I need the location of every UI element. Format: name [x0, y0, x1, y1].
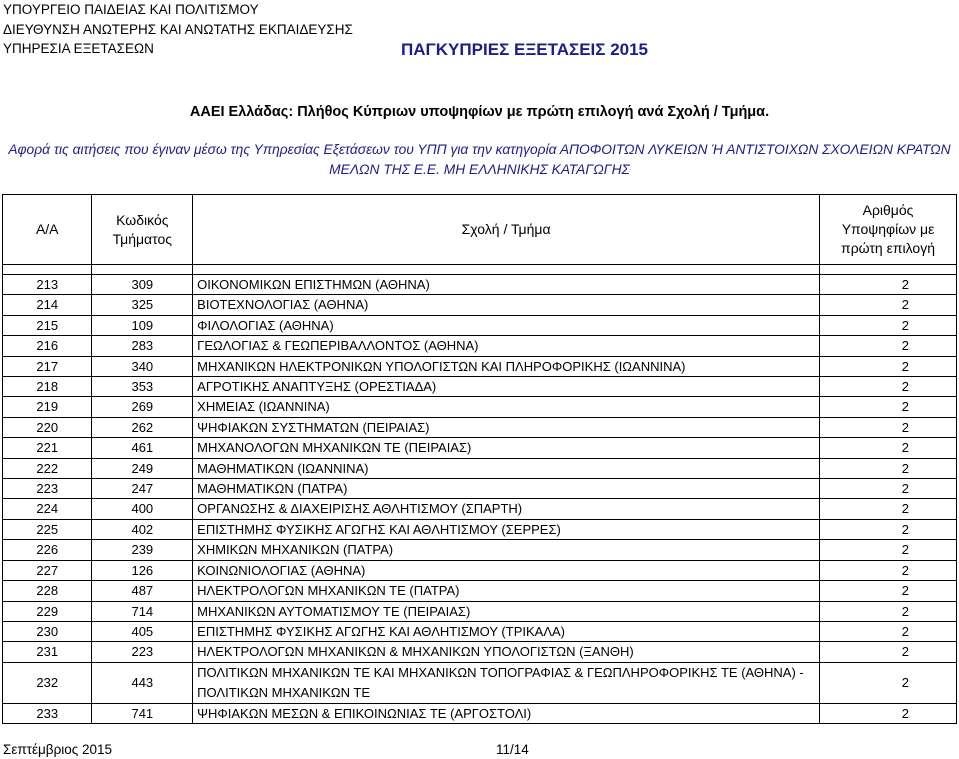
cell-school: ΓΕΩΛΟΓΙΑΣ & ΓΕΩΠΕΡΙΒΑΛΛΟΝΤΟΣ (ΑΘΗΝΑ) [193, 336, 820, 356]
header-line-service: ΥΠΗΡΕΣΙΑ ΕΞΕΤΑΣΕΩΝ [3, 41, 154, 56]
ministry-header [3, 0, 353, 59]
cell-count: 2 [820, 438, 957, 458]
cell-code: 262 [92, 417, 193, 437]
cell-aa: 216 [3, 336, 92, 356]
cell-code: 109 [92, 315, 193, 335]
cell-count: 2 [820, 336, 957, 356]
cell-school: ΟΙΚΟΝΟΜΙΚΩΝ ΕΠΙΣΤΗΜΩΝ (ΑΘΗΝΑ) [193, 275, 820, 295]
cell-code: 353 [92, 377, 193, 397]
table-row [3, 662, 957, 703]
cell-aa: 218 [3, 377, 92, 397]
cell-aa: 223 [3, 479, 92, 499]
cell-count: 2 [820, 642, 957, 662]
cell-code: 741 [92, 703, 193, 723]
cell-school: ΜΑΘΗΜΑΤΙΚΩΝ (ΠΑΤΡΑ) [193, 479, 820, 499]
table-body [3, 275, 957, 724]
cell-aa: 222 [3, 458, 92, 478]
cell-code: 461 [92, 438, 193, 458]
header-line-directorate: ΔΙΕΥΘΥΝΣΗ ΑΝΩΤΕΡΗΣ ΚΑΙ ΑΝΩΤΑΤΗΣ ΕΚΠΑΙΔΕΥΣΗΣ [3, 21, 353, 37]
cell-count: 2 [820, 356, 957, 376]
spacer-cell [820, 265, 957, 275]
cell-aa: 230 [3, 621, 92, 641]
header-school: Σχολή / Τμήμα [193, 195, 820, 265]
cell-code: 714 [92, 601, 193, 621]
cell-count: 2 [820, 479, 957, 499]
cell-count: 2 [820, 601, 957, 621]
cell-school: ΜΗΧΑΝΙΚΩΝ ΗΛΕΚΤΡΟΝΙΚΩΝ ΥΠΟΛΟΓΙΣΤΩΝ ΚΑΙ ΠΛΗΡΟΦΟΡΙΚΗΣ (ΙΩΑΝΝΙΝΑ) [193, 356, 820, 376]
table-row [3, 295, 957, 315]
cell-aa: 226 [3, 540, 92, 560]
table-row [3, 275, 957, 295]
cell-school: ΧΗΜΕΙΑΣ (ΙΩΑΝΝΙΝΑ) [193, 397, 820, 417]
cell-school: ΕΠΙΣΤΗΜΗΣ ΦΥΣΙΚΗΣ ΑΓΩΓΗΣ ΚΑΙ ΑΘΛΗΤΙΣΜΟΥ (ΣΕΡΡΕΣ) [193, 519, 820, 539]
cell-count: 2 [820, 377, 957, 397]
cell-school: ΟΡΓΑΝΩΣΗΣ & ΔΙΑΧΕΙΡΙΣΗΣ ΑΘΛΗΤΙΣΜΟΥ (ΣΠΑΡΤΗ) [193, 499, 820, 519]
page-subtitle [0, 140, 959, 179]
cell-code: 443 [92, 662, 193, 703]
cell-count: 2 [820, 397, 957, 417]
cell-code: 239 [92, 540, 193, 560]
table-row [3, 560, 957, 580]
table-row [3, 479, 957, 499]
cell-school: ΜΗΧΑΝΟΛΟΓΩΝ ΜΗΧΑΝΙΚΩΝ ΤΕ (ΠΕΙΡΑΙΑΣ) [193, 438, 820, 458]
cell-aa: 224 [3, 499, 92, 519]
cell-count: 2 [820, 621, 957, 641]
header-code-line-1: Κωδικός [116, 211, 169, 228]
cell-school: ΑΓΡΟΤΙΚΗΣ ΑΝΑΠΤΥΞΗΣ (ΟΡΕΣΤΙΑΔΑ) [193, 377, 820, 397]
cell-code: 487 [92, 581, 193, 601]
cell-school: ΧΗΜΙΚΩΝ ΜΗΧΑΝΙΚΩΝ (ΠΑΤΡΑ) [193, 540, 820, 560]
footer-page-number: 11/14 [496, 742, 529, 757]
cell-count: 2 [820, 540, 957, 560]
table-row [3, 642, 957, 662]
table-row [3, 703, 957, 723]
table-row [3, 519, 957, 539]
header-line-ministry: ΥΠΟΥΡΓΕΙΟ ΠΑΙΔΕΙΑΣ ΚΑΙ ΠΟΛΙΤΙΣΜΟΥ [3, 2, 259, 17]
subtitle-line-1: Αφορά τις αιτήσεις που έγιναν μέσω της Υπηρεσίας Εξετάσεων του ΥΠΠ για την κατηγορία ΑΠΟΦΟΙΤΩΝ ΛΥΚΕΙΩΝ Ή ΑΝΤΙΣΤΟΙΧΩΝ ΣΧΟΛΕΙΩΝ ΚΡΑΤΩΝ [8, 142, 951, 157]
table-row [3, 499, 957, 519]
cell-school: ΠΟΛΙΤΙΚΩΝ ΜΗΧΑΝΙΚΩΝ ΤΕ ΚΑΙ ΜΗΧΑΝΙΚΩΝ ΤΟΠΟΓΡΑΦΙΑΣ & ΓΕΩΠΛΗΡΟΦΟΡΙΚΗΣ ΤΕ (ΑΘΗΝΑ) - ΠΟΛΙΤΙΚΩΝ ΜΗΧΑΝΙΚΩΝ ΤΕ [193, 662, 820, 703]
cell-school: ΚΟΙΝΩΝΙΟΛΟΓΙΑΣ (ΑΘΗΝΑ) [193, 560, 820, 580]
cell-school: ΨΗΦΙΑΚΩΝ ΜΕΣΩΝ & ΕΠΙΚΟΙΝΩΝΙΑΣ ΤΕ (ΑΡΓΟΣΤΟΛΙ) [193, 703, 820, 723]
header-code [92, 195, 193, 265]
cell-school: ΕΠΙΣΤΗΜΗΣ ΦΥΣΙΚΗΣ ΑΓΩΓΗΣ ΚΑΙ ΑΘΛΗΤΙΣΜΟΥ (ΤΡΙΚΑΛΑ) [193, 621, 820, 641]
spacer-cell [3, 265, 92, 275]
header-aa: Α/Α [3, 195, 92, 265]
table-row [3, 356, 957, 376]
header-spacer [3, 265, 957, 275]
table-row [3, 315, 957, 335]
cell-code: 126 [92, 560, 193, 580]
cell-code: 402 [92, 519, 193, 539]
table-row [3, 438, 957, 458]
cell-count: 2 [820, 315, 957, 335]
cell-aa: 227 [3, 560, 92, 580]
header-count-line-2: Υποψηφίων με [841, 221, 935, 237]
cell-count: 2 [820, 275, 957, 295]
cell-code: 283 [92, 336, 193, 356]
cell-count: 2 [820, 519, 957, 539]
cell-school: ΜΗΧΑΝΙΚΩΝ ΑΥΤΟΜΑΤΙΣΜΟΥ ΤΕ (ΠΕΙΡΑΙΑΣ) [193, 601, 820, 621]
cell-code: 249 [92, 458, 193, 478]
cell-code: 340 [92, 356, 193, 376]
header-code-line-2: Τμήματος [112, 230, 173, 247]
cell-code: 223 [92, 642, 193, 662]
footer-date: Σεπτέμβριος 2015 [3, 742, 113, 757]
cell-aa: 225 [3, 519, 92, 539]
cell-aa: 233 [3, 703, 92, 723]
exam-title: ΠΑΓΚΥΠΡΙΕΣ ΕΞΕΤΑΣΕΙΣ 2015 [401, 40, 649, 59]
header-count-line-3: πρώτη επιλογή [841, 240, 935, 256]
table-row [3, 377, 957, 397]
cell-code: 309 [92, 275, 193, 295]
cell-aa: 215 [3, 315, 92, 335]
cell-code: 269 [92, 397, 193, 417]
cell-count: 2 [820, 581, 957, 601]
cell-aa: 232 [3, 662, 92, 703]
cell-aa: 231 [3, 642, 92, 662]
cell-school: ΨΗΦΙΑΚΩΝ ΣΥΣΤΗΜΑΤΩΝ (ΠΕΙΡΑΙΑΣ) [193, 417, 820, 437]
subtitle-line-2: ΜΕΛΩΝ ΤΗΣ Ε.Ε. ΜΗ ΕΛΛΗΝΙΚΗΣ ΚΑΤΑΓΩΓΗΣ [329, 161, 630, 177]
cell-aa: 228 [3, 581, 92, 601]
table-row [3, 417, 957, 437]
spacer-cell [92, 265, 193, 275]
cell-count: 2 [820, 295, 957, 315]
table-row [3, 601, 957, 621]
cell-aa: 213 [3, 275, 92, 295]
cell-code: 405 [92, 621, 193, 641]
header-count-line-1: Αριθμός [862, 202, 914, 218]
cell-count: 2 [820, 560, 957, 580]
table-row [3, 540, 957, 560]
cell-school: ΒΙΟΤΕΧΝΟΛΟΓΙΑΣ (ΑΘΗΝΑ) [193, 295, 820, 315]
cell-code: 247 [92, 479, 193, 499]
cell-school: ΦΙΛΟΛΟΓΙΑΣ (ΑΘΗΝΑ) [193, 315, 820, 335]
candidates-table [2, 194, 957, 724]
spacer-cell [193, 265, 820, 275]
cell-count: 2 [820, 417, 957, 437]
cell-code: 400 [92, 499, 193, 519]
table-row [3, 621, 957, 641]
cell-school: ΗΛΕΚΤΡΟΛΟΓΩΝ ΜΗΧΑΝΙΚΩΝ & ΜΗΧΑΝΙΚΩΝ ΥΠΟΛΟΓΙΣΤΩΝ (ΞΑΝΘΗ) [193, 642, 820, 662]
cell-code: 325 [92, 295, 193, 315]
table-row [3, 397, 957, 417]
cell-aa: 221 [3, 438, 92, 458]
cell-count: 2 [820, 662, 957, 703]
cell-aa: 214 [3, 295, 92, 315]
header-count [820, 195, 957, 265]
cell-school: ΗΛΕΚΤΡΟΛΟΓΩΝ ΜΗΧΑΝΙΚΩΝ ΤΕ (ΠΑΤΡΑ) [193, 581, 820, 601]
cell-aa: 229 [3, 601, 92, 621]
table-row [3, 336, 957, 356]
cell-school: ΜΑΘΗΜΑΤΙΚΩΝ (ΙΩΑΝΝΙΝΑ) [193, 458, 820, 478]
cell-aa: 217 [3, 356, 92, 376]
table-row [3, 458, 957, 478]
cell-count: 2 [820, 458, 957, 478]
table-row [3, 581, 957, 601]
page-title: ΑΑΕΙ Ελλάδας: Πλήθος Κύπριων υποψηφίων με πρώτη επιλογή ανά Σχολή / Τμήμα. [189, 104, 770, 120]
cell-aa: 220 [3, 417, 92, 437]
cell-count: 2 [820, 499, 957, 519]
table-header-row [3, 195, 957, 265]
cell-aa: 219 [3, 397, 92, 417]
cell-count: 2 [820, 703, 957, 723]
